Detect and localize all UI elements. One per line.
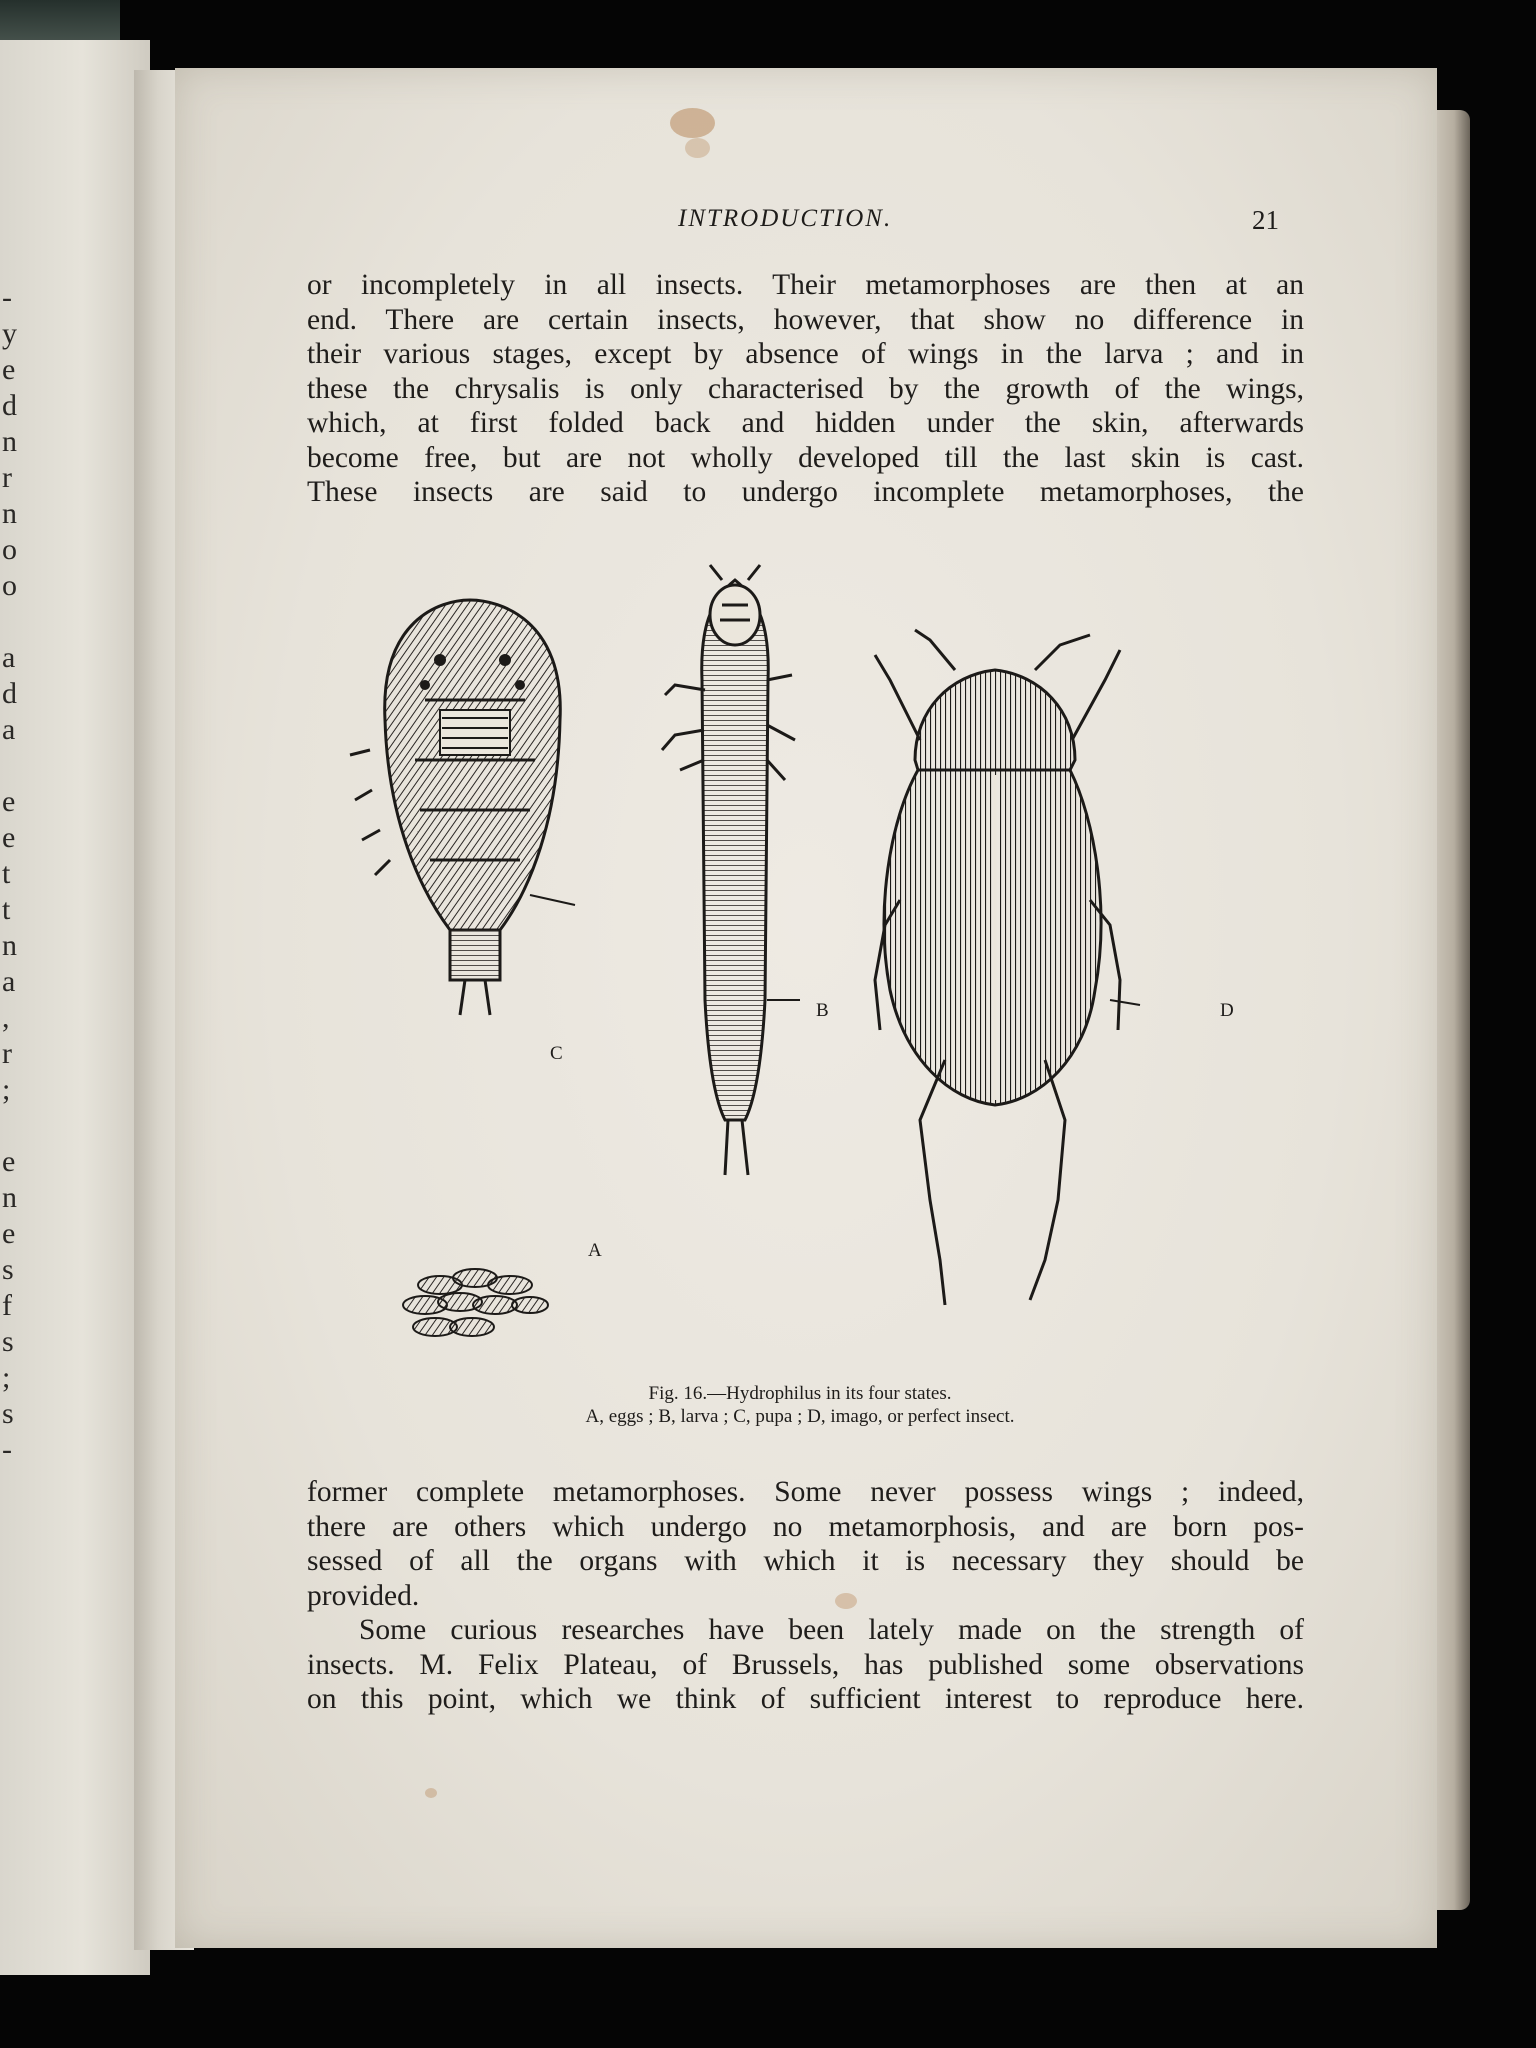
- edge-letter: r: [2, 1037, 12, 1070]
- edge-letter: e: [2, 785, 16, 818]
- edge-letter: a: [2, 965, 16, 998]
- edge-letter: e: [2, 821, 16, 854]
- larva-illustration: [662, 565, 800, 1175]
- text-line: which, at first folded back and hidden under the skin, afterwards: [307, 407, 1304, 439]
- edge-letter: d: [2, 389, 17, 422]
- edge-letter: y: [2, 317, 17, 350]
- edge-letter: e: [2, 353, 16, 386]
- text-line: their various stages, except by absence of wings in the larva ; and in: [307, 338, 1304, 370]
- text-line: Some curious researches have been lately made on the strength of: [359, 1614, 1304, 1646]
- body-text-top: [307, 268, 1304, 510]
- figure-caption: [430, 1382, 1170, 1428]
- left-page-edge: [0, 40, 150, 1975]
- text-line: insects. M. Felix Plateau, of Brussels, has published some observations: [307, 1648, 1304, 1681]
- edge-letter: a: [2, 641, 16, 674]
- edge-letter: e: [2, 1217, 16, 1250]
- eggs-illustration: [403, 1269, 548, 1336]
- edge-letter: n: [2, 1181, 17, 1214]
- left-page-letters: [2, 280, 32, 1468]
- edge-letter: [2, 604, 32, 640]
- edge-letter: t: [2, 893, 11, 926]
- body-text-bottom: [307, 1475, 1304, 1717]
- edge-letter: o: [2, 533, 17, 566]
- edge-letter: a: [2, 713, 16, 746]
- text-line: become free, but are not wholly developed till the last skin is cast.: [307, 441, 1304, 474]
- edge-letter: n: [2, 929, 17, 962]
- running-head: [0, 205, 1536, 245]
- edge-letter: n: [2, 425, 17, 458]
- text-line: or incompletely in all insects. Their metamorphoses are then at an: [307, 269, 1304, 301]
- figure-engraving: [330, 560, 1310, 1360]
- figure-label-a: A: [588, 1240, 602, 1261]
- figure-hydrophilus: [330, 560, 1310, 1360]
- paragraph: [307, 1475, 1304, 1613]
- page-number: 21: [1252, 205, 1279, 235]
- text-line: sessed of all the organs with which it is necessary they should be: [307, 1545, 1304, 1577]
- pupa-illustration: [350, 600, 575, 1015]
- edge-letter: f: [2, 1289, 12, 1322]
- running-title: INTRODUCTION.: [678, 205, 893, 232]
- figure-label-b: B: [816, 1000, 829, 1021]
- edge-letter: o: [2, 569, 17, 602]
- edge-letter: [2, 748, 32, 784]
- edge-letter: [2, 1108, 32, 1144]
- beetle-illustration: [875, 630, 1140, 1305]
- caption-title: Fig. 16.—Hydrophilus in its four states.: [648, 1383, 952, 1404]
- text-line: provided.: [307, 1579, 420, 1612]
- text-line: these the chrysalis is only characterised by the growth of the wings,: [307, 372, 1304, 405]
- edge-letter: t: [2, 857, 11, 890]
- text-line: former complete metamorphoses. Some never possess wings ; indeed,: [307, 1476, 1304, 1508]
- foxing-stain: [425, 1788, 437, 1798]
- paragraph: [307, 268, 1304, 510]
- text-line: These insects are said to undergo incomplete metamorphoses, the: [307, 476, 1304, 508]
- edge-letter: s: [2, 1253, 14, 1286]
- foxing-stain: [670, 108, 715, 138]
- text-line: on this point, which we think of sufficient interest to reproduce here.: [307, 1683, 1304, 1715]
- edge-letter: d: [2, 677, 17, 710]
- edge-letter: s: [2, 1325, 14, 1358]
- edge-letter: n: [2, 497, 17, 530]
- edge-letter: e: [2, 1145, 16, 1178]
- edge-letter: ;: [2, 1361, 11, 1394]
- figure-label-d: D: [1220, 1000, 1234, 1021]
- edge-letter: s: [2, 1397, 14, 1430]
- edge-letter: r: [2, 461, 12, 494]
- paragraph: [307, 1613, 1304, 1717]
- caption-legend: A, eggs ; B, larva ; C, pupa ; D, imago, or perfect insect.: [585, 1406, 1015, 1427]
- edge-letter: -: [2, 281, 12, 314]
- foxing-stain: [685, 138, 710, 158]
- figure-label-c: C: [550, 1043, 563, 1064]
- edge-letter: ,: [2, 1001, 10, 1034]
- text-line: there are others which undergo no metamorphosis, and are born pos-: [307, 1510, 1304, 1543]
- text-line: end. There are certain insects, however, that show no difference in: [307, 303, 1304, 336]
- edge-letter: -: [2, 1433, 12, 1466]
- edge-letter: ;: [2, 1073, 11, 1106]
